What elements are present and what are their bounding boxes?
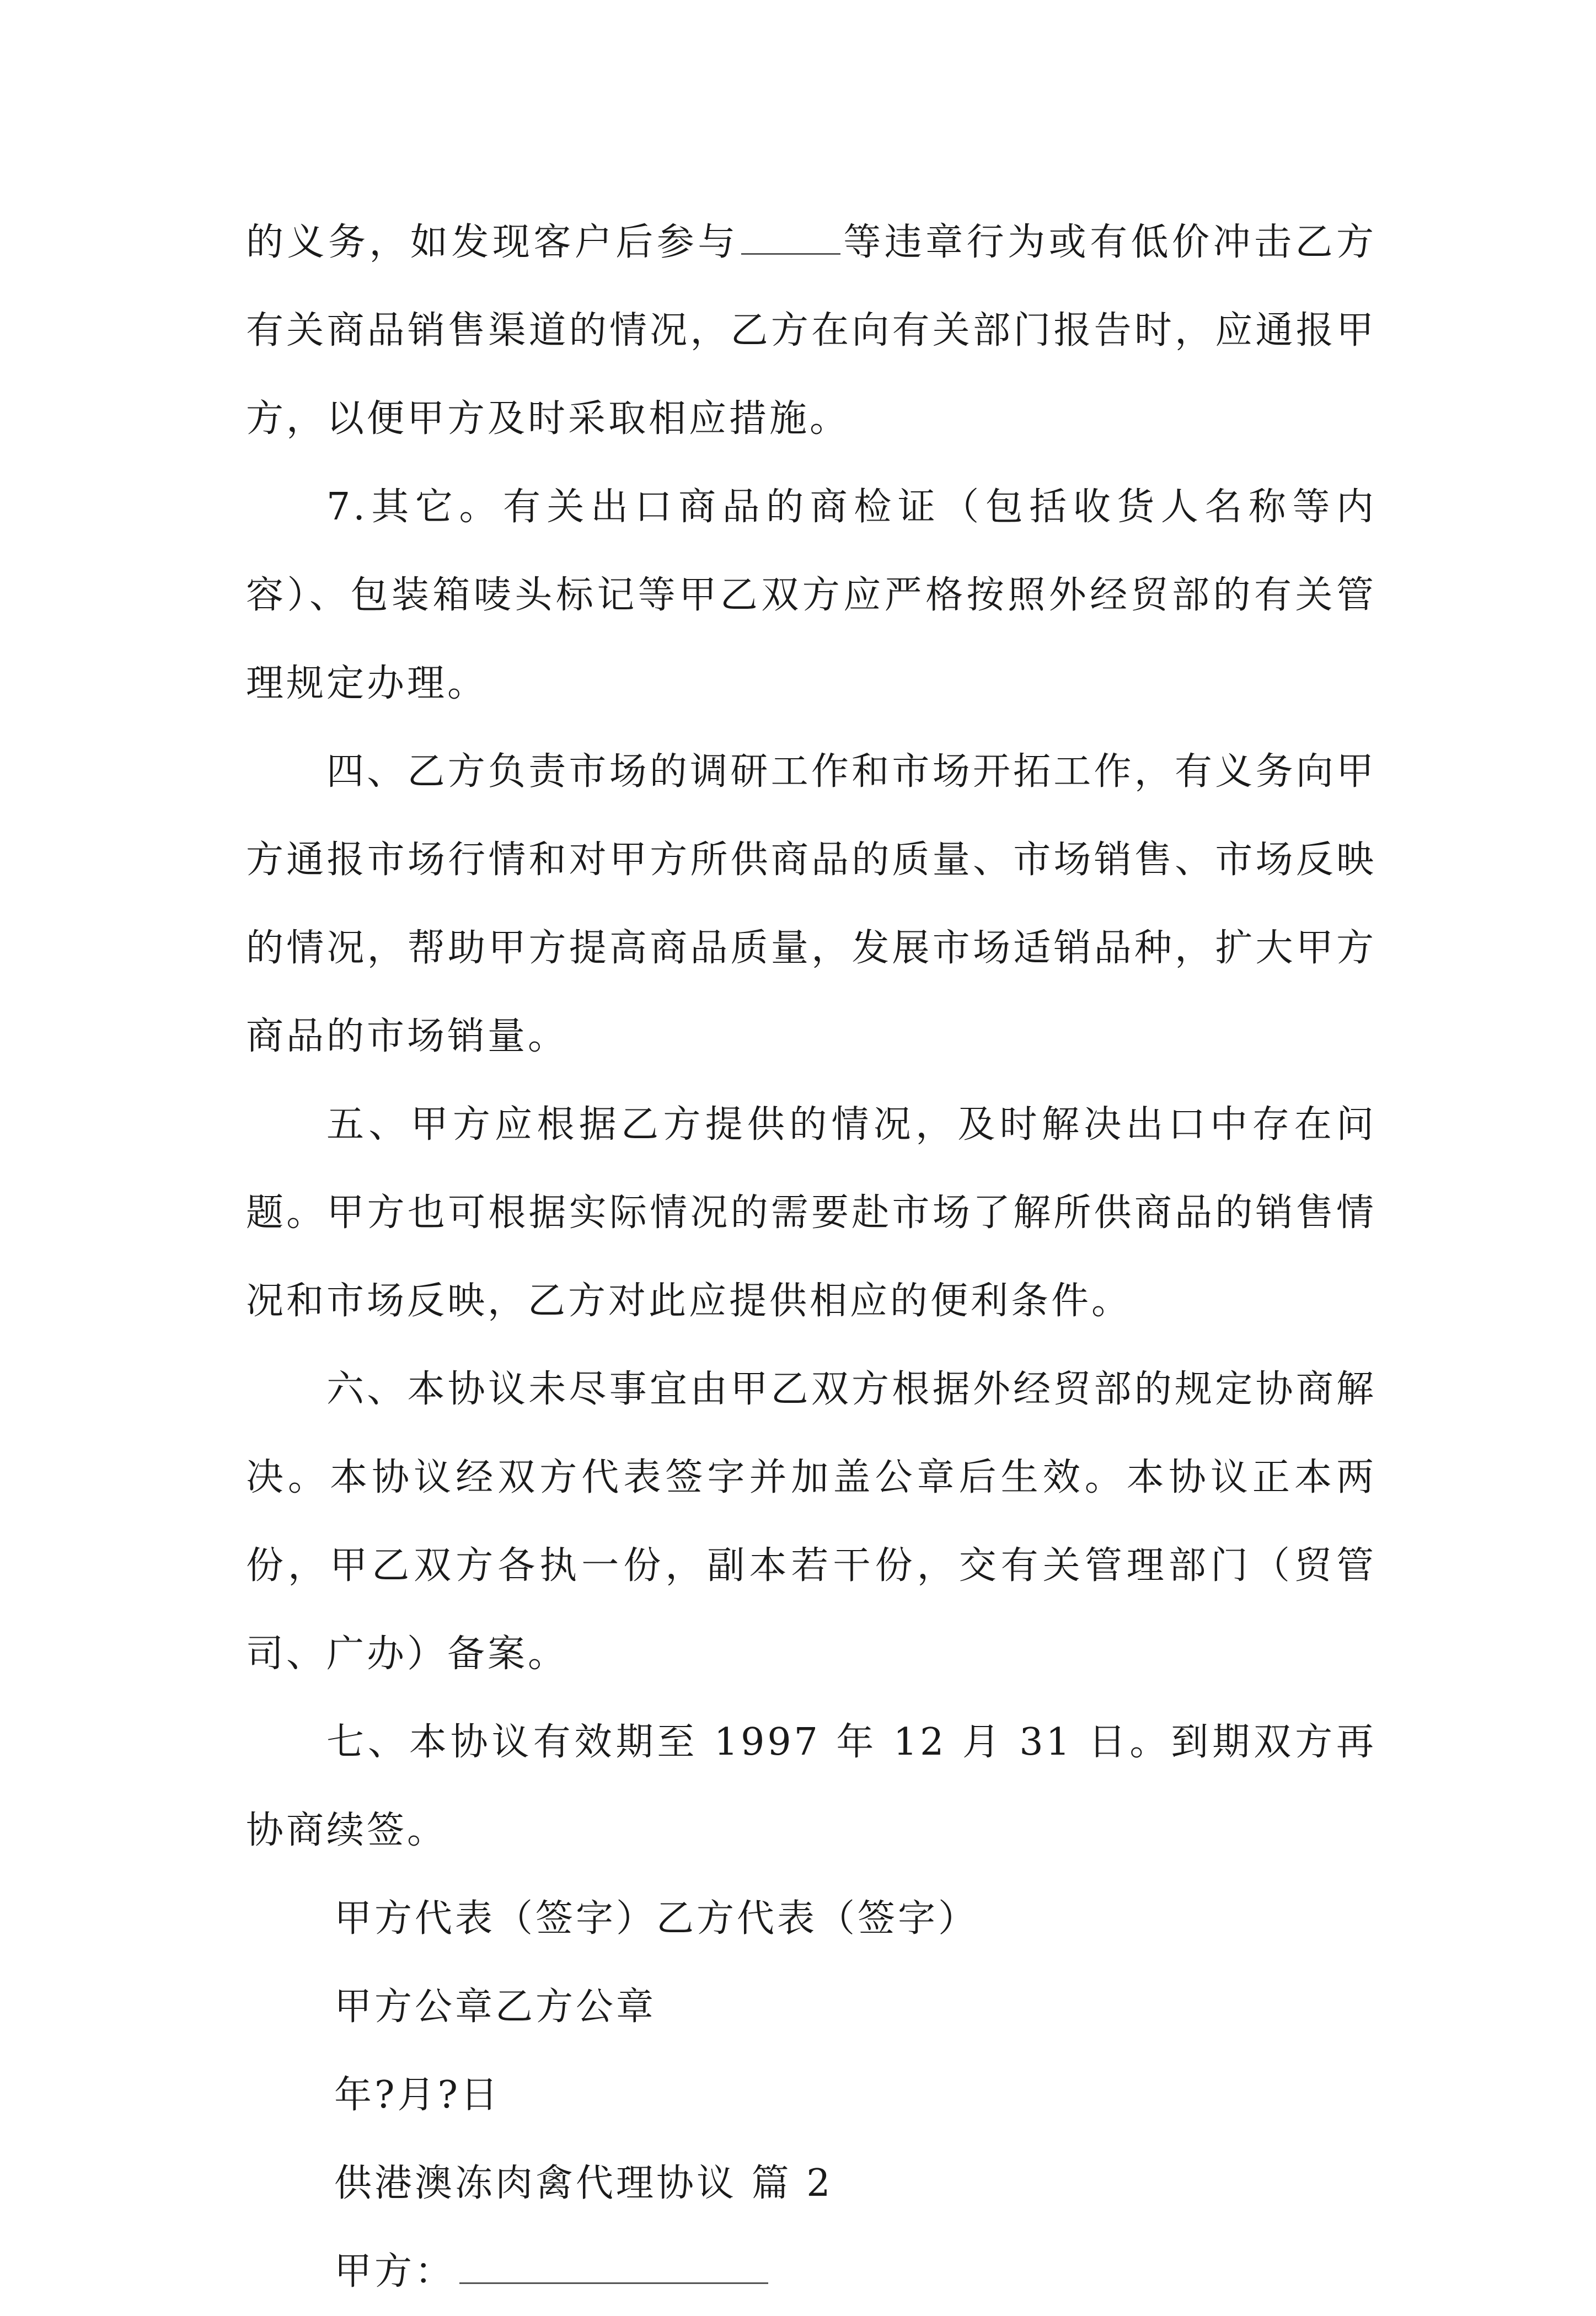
paragraph-section-5: 五、甲方应根据乙方提供的情况，及时解决出口中存在问题。甲方也可根据实际情况的需要赴市场了解所供商品的销售情况和市场反映，乙方对此应提供相应的便利条件。 [246,1103,1377,1323]
paragraph-obligation-start: 的义务，如发现客户后参与 [246,221,739,264]
party-a-label: 甲方： [334,2250,456,2293]
fill-blank [741,252,840,255]
document-body [246,199,1377,2316]
paragraph-section-7: 七、本协议有效期至 1997 年 12 月 31 日。到期双方再协商续签。 [246,1720,1377,1852]
date-line: 年?月?日 [334,2073,501,2117]
paragraph-clause-7: 7.其它。有关出口商品的商检证（包括收货人名称等内容）、包装箱唛头标记等甲乙双方应严格按照外经贸部的有关管理规定办理。 [246,485,1377,705]
paragraph-section-6: 六、本协议未尽事宜由甲乙双方根据外经贸部的规定协商解决。本协议经双方代表签字并加盖公章后生效。本协议正本两份，甲乙双方各执一份，副本若干份，交有关管理部门（贸管司、广办）备案。 [246,1368,1377,1676]
party-a-blank [459,2282,768,2284]
paragraph-obligation-end: 等违章行为或有低价冲击乙方有关商品销售渠道的情况，乙方在向有关部门报告时，应通报甲方，以便甲方及时采取相应措施。 [246,221,1377,441]
party-a-line [246,2228,1377,2316]
seal-line: 甲方公章乙方公章 [334,1985,657,2029]
signature-line: 甲方代表（签字）乙方代表（签字） [334,1897,979,1940]
next-agreement-title: 供港澳冻肉禽代理协议 篇 2 [334,2162,833,2205]
paragraph-obligation [246,199,1377,463]
paragraph-section-4: 四、乙方负责市场的调研工作和市场开拓工作，有义务向甲方通报市场行情和对甲方所供商品的质量、市场销售、市场反映的情况，帮助甲方提高商品质量，发展市场适销品种，扩大甲方商品的市场销量。 [246,750,1377,1058]
